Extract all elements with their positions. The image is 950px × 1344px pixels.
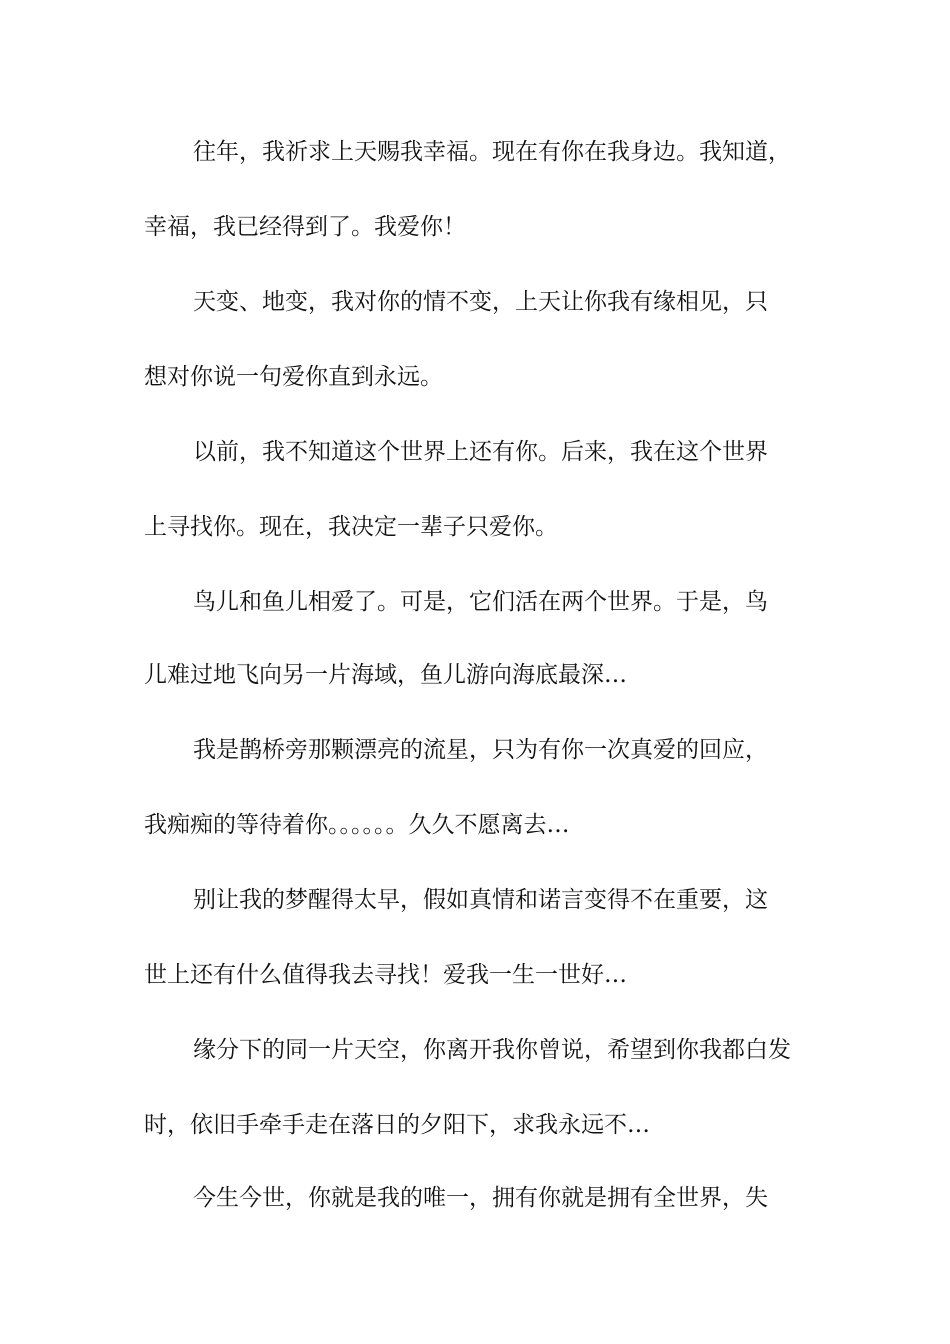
paragraph-7-line-2: 时，依旧手牵手走在落日的夕阳下，求我永远不… [144, 1112, 650, 1138]
paragraph-4-line-2: 儿难过地飞向另一片海域，鱼儿游向海底最深… [144, 662, 627, 688]
paragraph-3-line-2: 上寻找你。现在，我决定一辈子只爱你。 [144, 514, 558, 540]
paragraph-6-line-2: 世上还有什么值得我去寻找！爱我一生一世好… [144, 962, 627, 988]
paragraph-5-line-1: 我是鹊桥旁那颗漂亮的流星，只为有你一次真爱的回应， [193, 737, 768, 763]
paragraph-2-line-2: 想对你说一句爱你直到永远。 [144, 364, 443, 390]
paragraph-3-line-1: 以前，我不知道这个世界上还有你。后来，我在这个世界 [193, 439, 768, 465]
paragraph-5-line-2: 我痴痴的等待着你。。。。。。久久不愿离去… [144, 812, 570, 838]
paragraph-1-line-1: 往年，我祈求上天赐我幸福。现在有你在我身边。我知道， [193, 139, 791, 165]
paragraph-7-line-1: 缘分下的同一片天空，你离开我你曾说，希望到你我都白发 [193, 1037, 791, 1063]
paragraph-8-line-1: 今生今世，你就是我的唯一，拥有你就是拥有全世界，失 [193, 1185, 768, 1211]
paragraph-2-line-1: 天变、地变，我对你的情不变，上天让你我有缘相见，只 [193, 289, 768, 315]
paragraph-1-line-2: 幸福，我已经得到了。我爱你！ [144, 214, 466, 240]
paragraph-4-line-1: 鸟儿和鱼儿相爱了。可是，它们活在两个世界。于是，鸟 [193, 589, 768, 615]
paragraph-6-line-1: 别让我的梦醒得太早，假如真情和诺言变得不在重要，这 [193, 887, 768, 913]
